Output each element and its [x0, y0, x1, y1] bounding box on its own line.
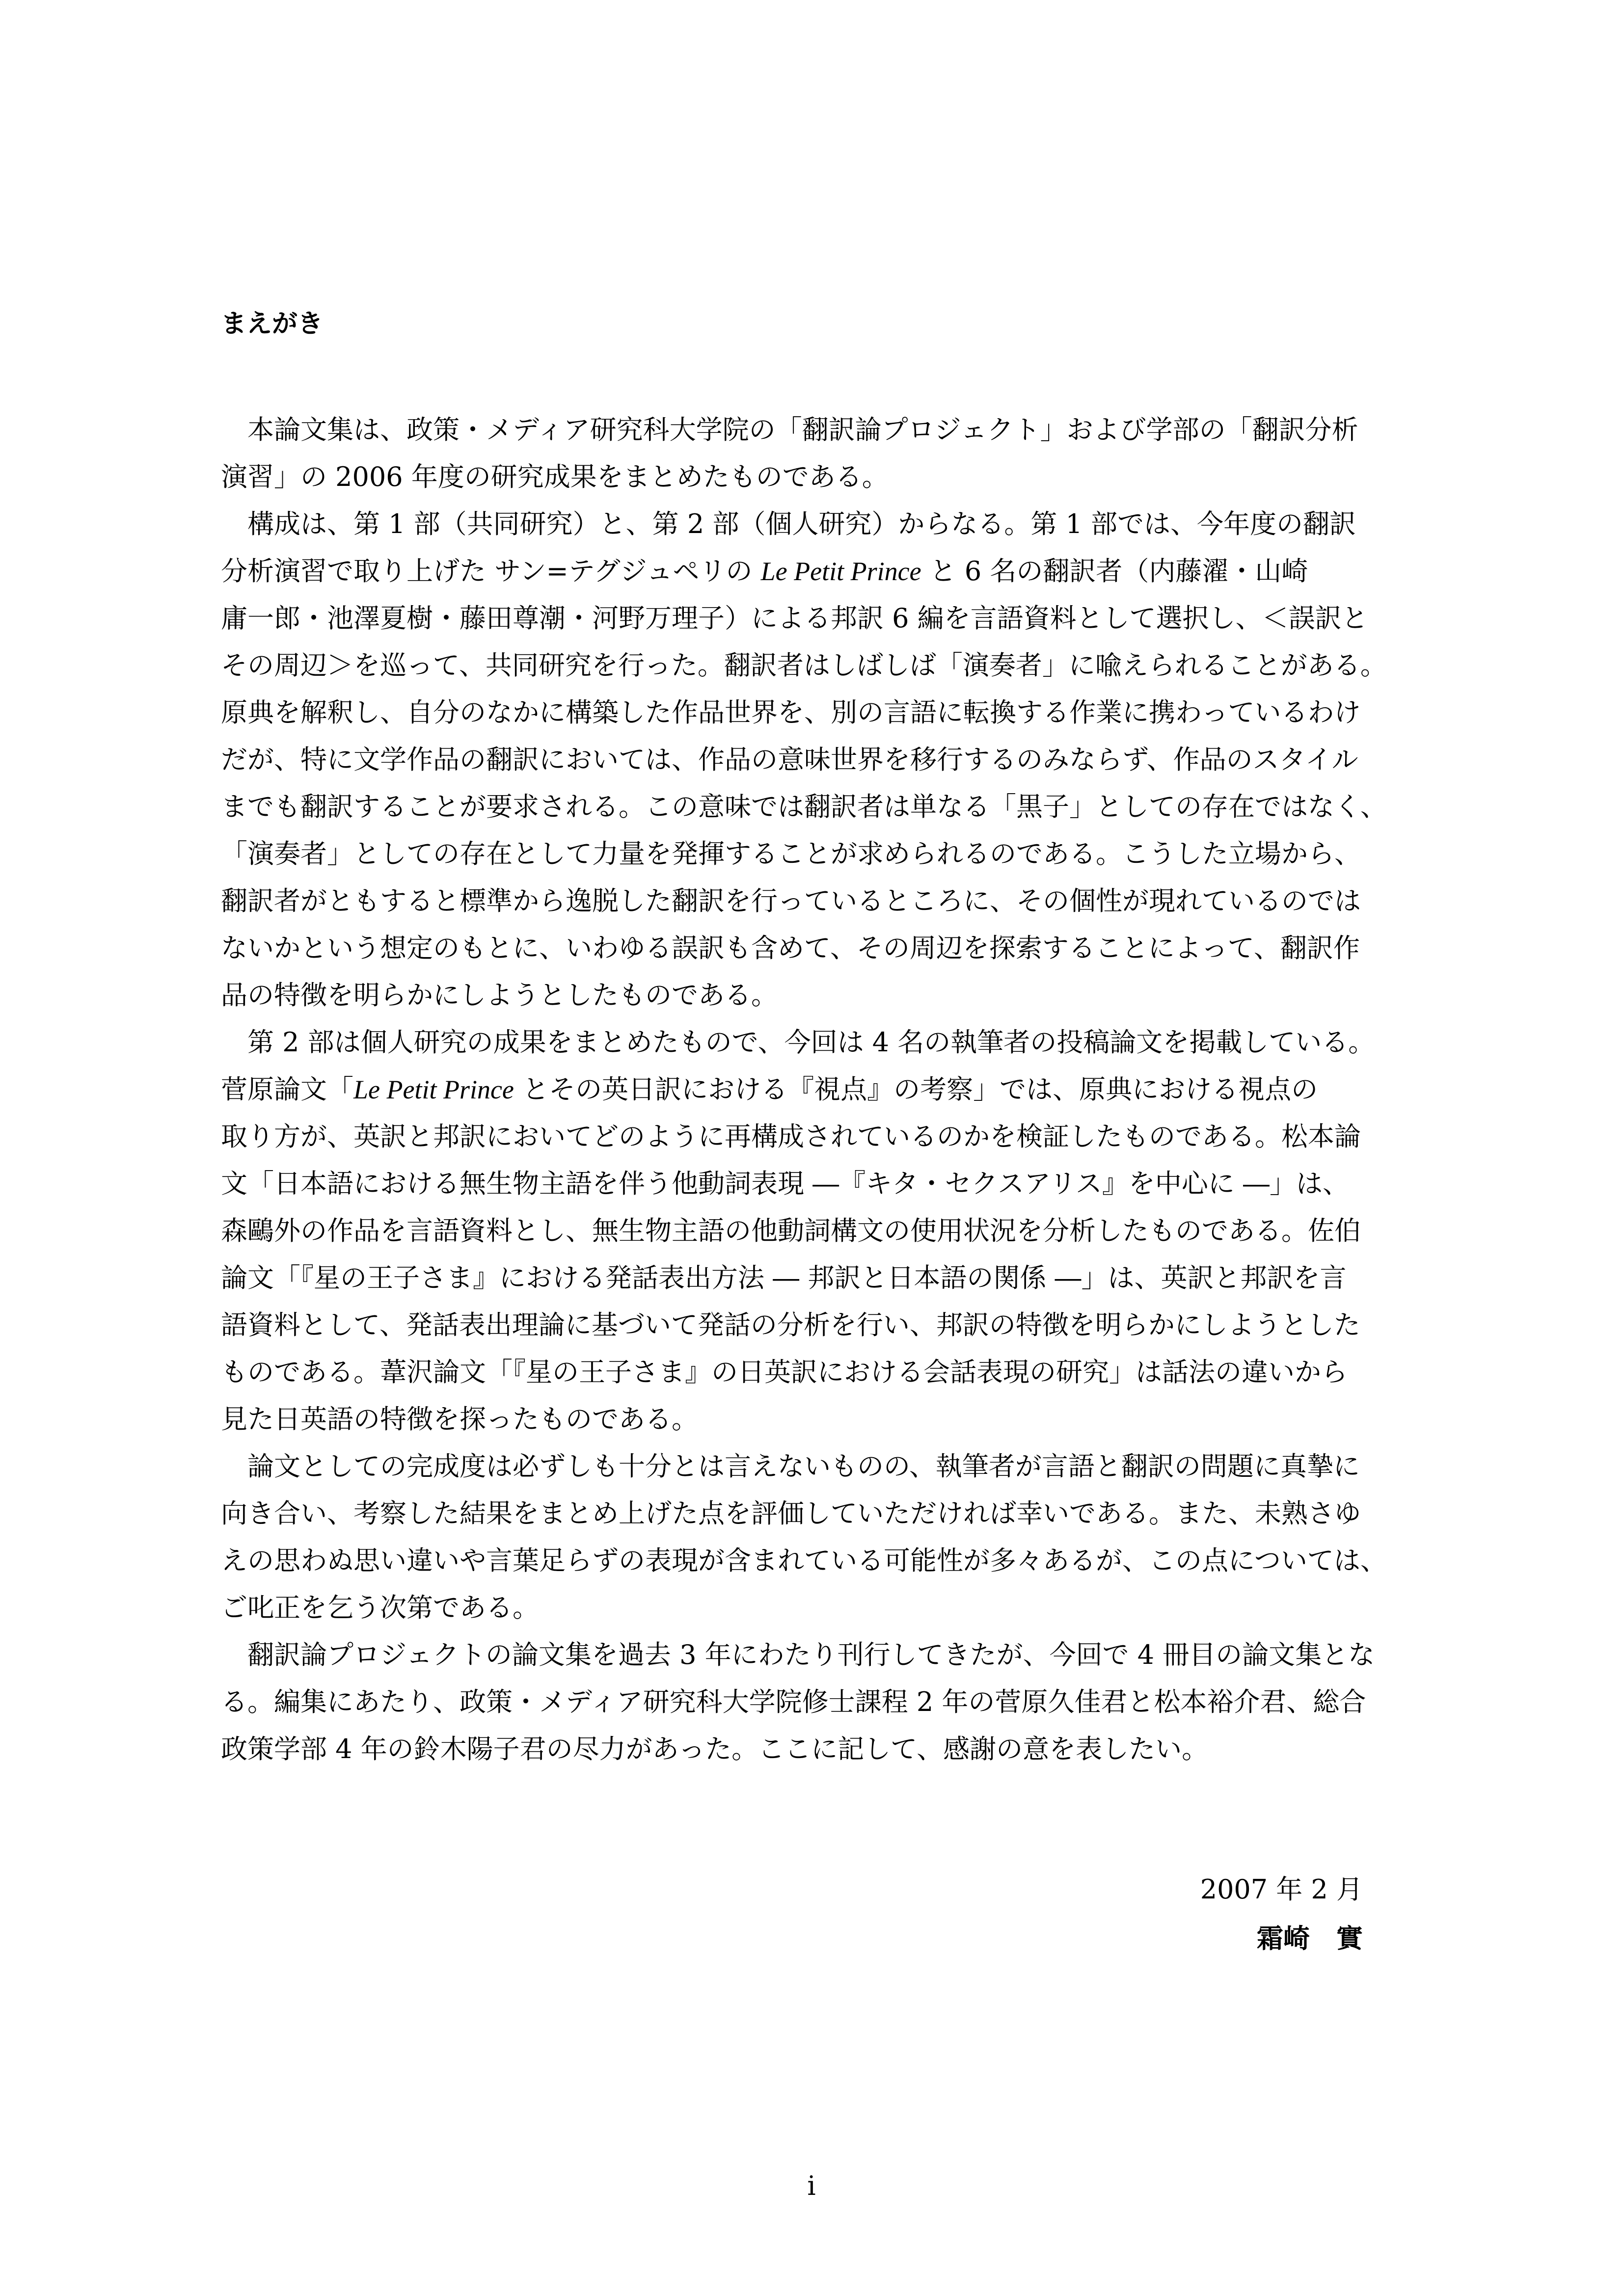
- text-segment: 森鷗外の作品を言語資料とし、無生物主語の他動詞構文の使用状況を分析したものである。佐伯: [221, 1215, 1361, 1246]
- text-line: [221, 1349, 1409, 1396]
- text-segment: 語資料として、発話表出理論に基づいて発話の分析を行い、邦訳の特徴を明らかにしようとした: [221, 1309, 1360, 1340]
- paragraph: [221, 1019, 1409, 1443]
- text-line: [221, 595, 1409, 642]
- book-title-italic: Le Petit Prince: [760, 557, 921, 586]
- text-segment: だが、特に文学作品の翻訳においては、作品の意味世界を移行するのみならず、作品のスタイル: [221, 744, 1358, 775]
- page-title: まえがき: [221, 309, 324, 339]
- text-line: [221, 548, 1409, 595]
- text-segment: 政策学部 4 年の鈴木陽子君の尽力があった。ここに記して、感謝の意を表したい。: [221, 1734, 1209, 1764]
- text-segment: ご叱正を乞う次第である。: [221, 1592, 539, 1623]
- text-line: [221, 925, 1409, 972]
- text-segment: 菅原論文「: [221, 1074, 353, 1105]
- text-segment: 庸一郎・池澤夏樹・藤田尊潮・河野万理子）による邦訳 6 編を言語資料として選択し、＜誤訳と: [221, 603, 1368, 634]
- text-segment: と 6 名の翻訳者（内藤濯・山崎: [921, 556, 1308, 587]
- text-line: [221, 1019, 1409, 1066]
- text-line: [221, 1679, 1409, 1726]
- text-segment: その周辺＞を巡って、共同研究を行った。翻訳者はしばしば「演奏者」に喩えられることがある。: [221, 650, 1387, 681]
- text-segment: 本論文集は、政策・メディア研究科大学院の「翻訳論プロジェクト」および学部の「翻訳分析: [221, 414, 1358, 445]
- text-segment: 翻訳論プロジェクトの論文集を過去 3 年にわたり刊行してきたが、今回で 4 冊目の論文集とな: [221, 1639, 1375, 1670]
- text-line: [221, 736, 1409, 783]
- text-segment: る。編集にあたり、政策・メディア研究科大学院修士課程 2 年の菅原久佳君と松本裕介君、総合: [221, 1686, 1366, 1717]
- signature-author: 霜崎 實: [1257, 1923, 1363, 1954]
- text-line: [221, 1302, 1409, 1349]
- text-line: [221, 1207, 1409, 1255]
- text-line: [221, 1726, 1409, 1773]
- signature-date: 2007 年 2 月: [1200, 1874, 1363, 1905]
- text-segment: 文「日本語における無生物主語を伴う他動詞表現 ―『キタ・セクスアリス』を中心に ―」は、: [221, 1168, 1350, 1199]
- text-line: [221, 972, 1409, 1019]
- text-segment: までも翻訳することが要求される。この意味では翻訳者は単なる「黒子」としての存在ではなく、: [221, 791, 1387, 822]
- text-line: [221, 878, 1409, 925]
- text-segment: 分析演習で取り上げた サン=テグジュペリの: [221, 556, 761, 587]
- text-line: [221, 501, 1409, 548]
- body-text: [221, 406, 1409, 1773]
- text-line: [221, 1160, 1409, 1207]
- text-line: [221, 1490, 1409, 1537]
- text-line: [221, 1537, 1409, 1584]
- text-line: [221, 1396, 1409, 1443]
- signature-block: [1200, 1865, 1363, 1963]
- text-segment: 向き合い、考察した結果をまとめ上げた点を評価していただければ幸いである。また、未熟さゆ: [221, 1498, 1361, 1529]
- text-segment: 見た日英語の特徴を探ったものである。: [221, 1404, 698, 1435]
- text-segment: 原典を解釈し、自分のなかに構築した作品世界を、別の言語に転換する作業に携わっているわけ: [221, 697, 1361, 728]
- text-line: [221, 1443, 1409, 1490]
- paragraph: [221, 406, 1409, 501]
- text-segment: 第 2 部は個人研究の成果をまとめたもので、今回は 4 名の執筆者の投稿論文を掲載している。: [221, 1027, 1375, 1058]
- text-segment: 論文としての完成度は必ずしも十分とは言えないものの、執筆者が言語と翻訳の問題に真摯に: [221, 1451, 1360, 1482]
- page-number: i: [807, 2170, 816, 2201]
- paragraph: [221, 501, 1409, 1019]
- text-segment: 取り方が、英訳と邦訳においてどのように再構成されているのかを検証したものである。松本論: [221, 1121, 1361, 1152]
- text-line: [221, 1113, 1409, 1160]
- text-line: [221, 642, 1409, 689]
- text-segment: 品の特徴を明らかにしようとしたものである。: [221, 980, 778, 1011]
- text-segment: 演習」の 2006 年度の研究成果をまとめたものである。: [221, 461, 889, 492]
- paragraph: [221, 1631, 1409, 1773]
- text-line: [221, 406, 1409, 454]
- text-segment: ないかという想定のもとに、いわゆる誤訳も含めて、その周辺を探索することによって、翻訳作: [221, 933, 1360, 963]
- text-line: [221, 1066, 1409, 1113]
- text-line: [221, 783, 1409, 830]
- text-line: [221, 1255, 1409, 1302]
- text-line: [221, 454, 1409, 501]
- text-segment: えの思わぬ思い違いや言葉足らずの表現が含まれている可能性が多々あるが、この点については、: [221, 1545, 1387, 1576]
- text-segment: 構成は、第 1 部（共同研究）と、第 2 部（個人研究）からなる。第 1 部では、今年度の翻訳: [221, 508, 1356, 539]
- text-line: [221, 1584, 1409, 1631]
- text-segment: とその英日訳における『視点』の考察」では、原典における視点の: [514, 1074, 1318, 1105]
- text-segment: 翻訳者がともすると標準から逸脱した翻訳を行っているところに、その個性が現れているのでは: [221, 885, 1361, 916]
- text-line: [221, 830, 1409, 878]
- text-segment: ものである。葦沢論文「『星の王子さま』の日英訳における会話表現の研究」は話法の違いから: [221, 1357, 1348, 1388]
- text-line: [221, 689, 1409, 736]
- text-line: [221, 1631, 1409, 1679]
- text-segment: 「演奏者」としての存在として力量を発揮することが求められるのである。こうした立場から、: [221, 838, 1361, 869]
- book-title-italic: Le Petit Prince: [353, 1075, 514, 1104]
- paragraph: [221, 1443, 1409, 1631]
- text-segment: 論文「『星の王子さま』における発話表出方法 ― 邦訳と日本語の関係 ―」は、英訳と邦訳を言: [221, 1262, 1347, 1293]
